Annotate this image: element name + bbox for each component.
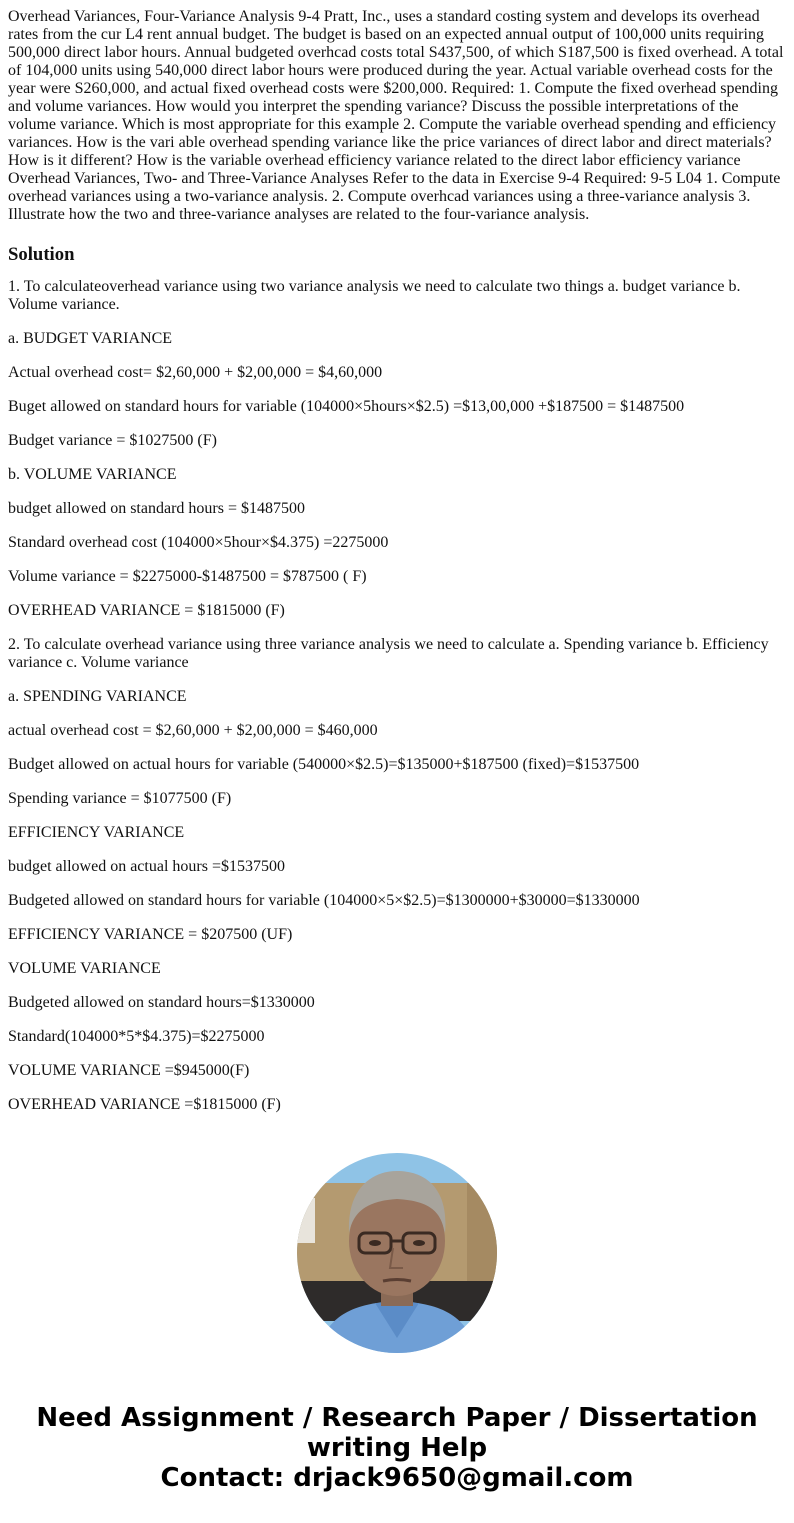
solution-line: VOLUME VARIANCE xyxy=(8,960,161,977)
question-text: Overhead Variances, Four-Variance Analysis 9-4 Pratt, Inc., uses a standard costing system and develops its overhead rates from the cur L4 rent annual budget. The budget is based on an expected annual output of 100,000 units requiring 500,000 direct labor hours. Annual budgeted overhcad costs total S437,500, of which S187,500 is fixed overhead. A total of 104,000 units using 540,000 direct labor hours were produced during the year. Actual variable overhead costs for the year were S260,000, and actual fixed overhead costs were $200,000. Required: 1. Compute the fixed overhead spending and volume variances. How would you interpret the spending variance? Discuss the possible interpretations of the volume variance. Which is most appropriate for this example 2. Compute the variable overhead spending and efficiency variances. How is the vari able overhead spending variance like the price variances of direct labor and direct materials? How is it different? How is the variable overhead efficiency variance related to the direct labor efficiency variance Overhead Variances, Two- and Three-Variance Analyses Refer to the data in Exercise 9-4 Required: 9-5 L04 1. Compute overhead variances using a two-variance analysis. 2. Compute overhcad variances using a three-variance analysis 3. Illustrate how the two and three-variance analyses are related to the four-variance analysis. xyxy=(8,8,784,223)
solution-line: actual overhead cost = $2,60,000 + $2,00,000 = $460,000 xyxy=(8,722,378,739)
solution-line: 2. To calculate overhead variance using three variance analysis we need to calculate a. Spending variance b. Efficiency variance c. Volume variance xyxy=(8,636,769,671)
solution-line: b. VOLUME VARIANCE xyxy=(8,466,177,483)
person-photo-icon xyxy=(297,1153,497,1353)
solution-line: Budget variance = $1027500 (F) xyxy=(8,432,217,449)
solution-line: budget allowed on standard hours = $1487500 xyxy=(8,500,305,517)
solution-line: a. SPENDING VARIANCE xyxy=(8,688,187,705)
solution-line: VOLUME VARIANCE =$945000(F) xyxy=(8,1062,250,1079)
solution-line: 1. To calculateoverhead variance using two variance analysis we need to calculate two things a. budget variance b. Volume variance. xyxy=(8,278,741,313)
solution-line: a. BUDGET VARIANCE xyxy=(8,330,173,347)
solution-line: EFFICIENCY VARIANCE = $207500 (UF) xyxy=(8,926,293,943)
solution-line: OVERHEAD VARIANCE =$1815000 (F) xyxy=(8,1096,281,1113)
solution-line: Actual overhead cost= $2,60,000 + $2,00,000 = $4,60,000 xyxy=(8,364,383,381)
solution-line: budget allowed on actual hours =$1537500 xyxy=(8,858,285,875)
solution-line: EFFICIENCY VARIANCE xyxy=(8,824,185,841)
contact-email: Contact: drjack9650@gmail.com xyxy=(160,1463,634,1493)
solution-line: Budgeted allowed on standard hours for variable (104000×5×$2.5)=$1300000+$30000=$1330000 xyxy=(8,892,640,909)
banner-line-1: Need Assignment / Research Paper / Dissertation xyxy=(36,1403,758,1433)
contact-banner xyxy=(0,1403,794,1493)
solution-line: Spending variance = $1077500 (F) xyxy=(8,790,232,807)
solution-line: Budget allowed on actual hours for variable (540000×$2.5)=$135000+$187500 (fixed)=$1537500 xyxy=(8,756,640,773)
avatar xyxy=(297,1153,497,1353)
solution-line: Volume variance = $2275000-$1487500 = $787500 ( F) xyxy=(8,568,367,585)
solution-body xyxy=(8,278,786,1114)
solution-line: OVERHEAD VARIANCE = $1815000 (F) xyxy=(8,602,285,619)
solution-line: Standard(104000*5*$4.375)=$2275000 xyxy=(8,1028,265,1045)
solution-line: Budgeted allowed on standard hours=$1330000 xyxy=(8,994,315,1011)
solution-line: Standard overhead cost (104000×5hour×$4.375) =2275000 xyxy=(8,534,389,551)
banner-line-2: writing Help xyxy=(306,1433,488,1463)
solution-line: Buget allowed on standard hours for variable (104000×5hours×$2.5) =$13,00,000 +$187500 = $1487500 xyxy=(8,398,685,415)
solution-heading: Solution xyxy=(8,244,75,265)
